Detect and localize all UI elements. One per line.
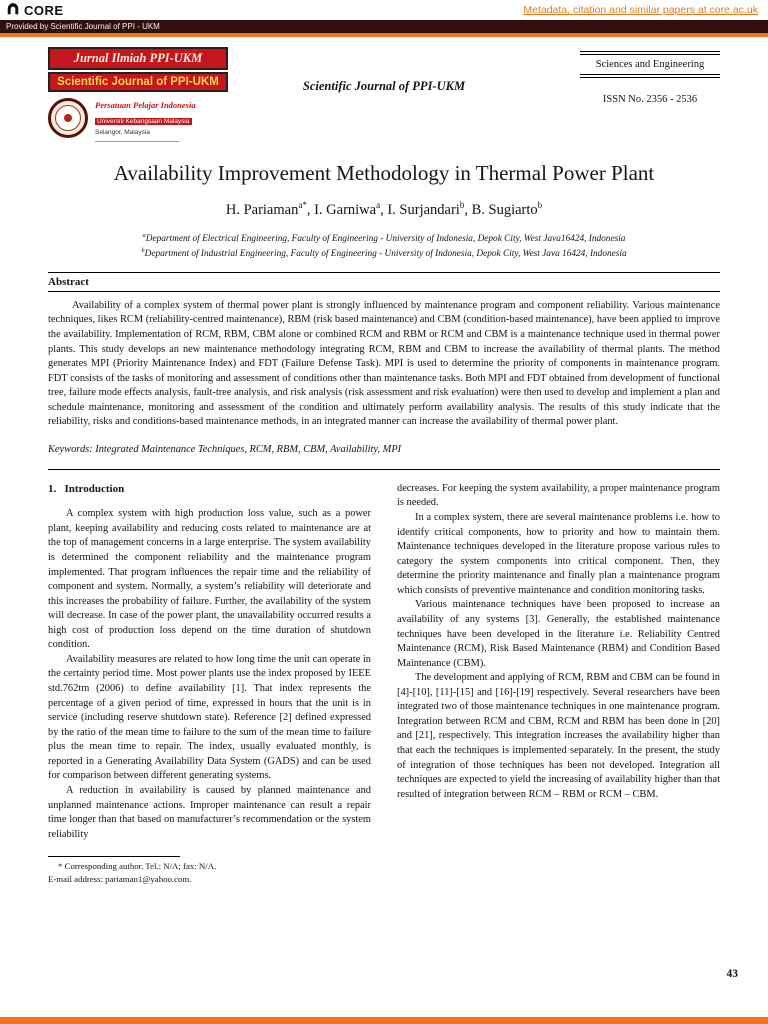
core-header (0, 0, 768, 20)
authors-line (48, 200, 720, 219)
keywords-bottom-rule (48, 469, 720, 470)
right-column (397, 482, 720, 842)
article-title: Availability Improvement Methodology in Thermal Power Plant (113, 161, 655, 185)
corresponding-author-footnote (48, 856, 388, 886)
core-brand-text: CORE (24, 2, 64, 18)
organization-block (48, 98, 228, 142)
journal-category: Sciences and Engineering (595, 59, 705, 70)
org-location: Selangor, Malaysia (95, 129, 150, 136)
provided-by-bar (0, 20, 768, 33)
body-paragraph: Availability measures are related to how long time the unit can operate in the certainty period time. Most power plants use the index proposed by IEEE std.762tm (2006) to define availability [1]. That index represents the percentage of a given period of time, expressed in hours that the unit is in service (including reserve shutdown state). Reference [2] defined expressed by the ratio of the mean time to failure to the sum of the mean time to failure plus the mean time to repair. The index, usually evaluated monthly, is reported in a Generating Availability Data System (GADS) and can be used for comparison between different generating systems. (48, 653, 371, 782)
journal-banner-indonesian: Jurnal Ilmiah PPI-UKM (48, 47, 228, 70)
abstract-heading: Abstract (48, 275, 89, 288)
footer-orange-bar (0, 1017, 768, 1024)
core-logo-icon (6, 2, 20, 19)
two-column-body (48, 482, 720, 842)
journal-category-box (580, 51, 720, 105)
issn-number: ISSN No. 2356 - 2536 (602, 94, 698, 105)
left-column (48, 482, 371, 842)
author: H. Pariaman$^{a*}$ (225, 200, 307, 218)
author: , I. Garniwa$^a$ (306, 200, 381, 218)
body-paragraph: Various maintenance techniques have been proposed to increase an availability of any systems [3]. Generally, the established maintenance techniques have been developed in the literature i.e. Reliability Centred Maintenance (RCM), Risk Based Maintenance (RBM) and Condition Based Maintenance (CBM). (397, 599, 720, 669)
body-paragraph: A complex system with high production loss value, such as a power plant, keeping availability and reducing costs related to maintenance are at the top of management concerns in a large enterprise. The system availability is determined the component reliability and the maintenance program implemented. That program influences the repair time and the reliability of component and system. Normally, a system’s reliability will deteriorate and this increases the probability of failure. Further, the availability of the system will decrease. In case of the power plant, the unavailability occurred results a high cost of production loss depend on the time duration of shutdown condition. (48, 508, 371, 651)
journal-center-title: Scientific Journal of PPI-UKM (302, 79, 466, 93)
paper-body (0, 37, 768, 887)
org-link-rule (95, 141, 179, 142)
journal-banner-english: Scientific Journal of PPI-UKM (48, 72, 228, 92)
org-name: Persatuan Pelajar Indonesia (95, 100, 196, 110)
page-number: 43 (726, 968, 738, 980)
journal-header (48, 45, 720, 149)
keywords-line: Keywords: Integrated Maintenance Techniques, RCM, RBM, CBM, Availability, MPI (48, 443, 402, 455)
org-university: Universiti Kebangsaan Malaysia (97, 118, 190, 125)
footnote-line-1: * Corresponding author. Tel.: N/A; fax: N/A. (58, 861, 217, 872)
organization-text (95, 98, 196, 142)
abstract-heading-rule (48, 291, 720, 292)
footnote-line-2: E-mail address: pariaman1@yahoo.com. (48, 874, 192, 885)
author: , I. Surjandari$^b$ (380, 200, 465, 218)
ppi-ukm-emblem-logo (48, 98, 88, 138)
body-paragraph: The development and applying of RCM, RBM and CBM can be found in [4]-[10], [11]-[15] and [16]-[19] respectively. Several researchers have been integrated two of those maintenance techniques in one maintenance program. Integration between RCM and CBM, RCM and RBM has been done in [20] and [21], respectively. This integration increases the availability higher than that each the techniques is implemented separately. In the present, the study of integration of those techniques has been not developed. Integration all techniques are expected to yield the increasing of availability higher than that resulted of integration between RCM – RBM or RCM – CBM. (397, 672, 720, 800)
body-paragraph: decreases. For keeping the system availability, a proper maintenance program is needed. (397, 482, 720, 509)
core-metadata-link[interactable]: Metadata, citation and similar papers at core.ac.uk (523, 4, 758, 16)
section-1-heading: 1. Introduction (48, 482, 125, 495)
double-line-bottom (580, 74, 720, 78)
abstract-text: Availability of a complex system of thermal power plant is strongly influenced by maintenance program and component reliability. Various maintenance techniques, likes RCM (reliability-centred maintenance), RBM (risk based maintenance) and CBM (condition-based maintenance), have been applied to improve the availability. Implementation of RCM, RBM, CBM alone or combined RCM and RBM or RCM and CBM is a maintenance technique used in thermal power plants. This study develops an new maintenance methodology integrating RCM, RBM and CBM to increase the availability of thermal plants. The method generates MPI (Priority Maintenance Index) and FDT (Failure Defense Task). MPI is used to determine the priority of components in maintenance program. FDT consists of the tasks of monitoring and assessment of conditions other than maintenance tasks. Both MPI and FDT obtained from development of functional tree, failure mode effects analysis, fault-tree analysis, and risk analysis (risk assessment and risk evaluation) were then used to develop and implement a plan and schedule maintenance, monitoring and assessment of the condition and ultimately perform availability analysis. The results of this study indicate that the reliability, risks and conditions-based maintenance methods, in an integrated manner can increase the availability of thermal power plant. (48, 299, 720, 428)
core-logo[interactable] (6, 2, 64, 19)
emblem-center-mark (64, 114, 72, 122)
journal-banner-stack (48, 47, 228, 142)
affiliation-a: $^a$Department of Electrical Engineering, Faculty of Engineering - University of Indonesia, Depok City, West Java16424, Indonesia (142, 231, 626, 244)
author: , B. Sugiarto$^b$ (464, 200, 543, 218)
provided-by-text: Provided by Scientific Journal of PPI - UKM (6, 22, 160, 31)
affiliations (48, 231, 720, 262)
footnote-rule (48, 856, 180, 857)
body-paragraph: In a complex system, there are several maintenance problems i.e. how to identify critical components, how to priority and how to maintain them. Maintenance techniques developed in the literature propose various rules to category the system components into critical component. Then, they determine the priority maintenance and finally plan a maintenance program which consists of preventive maintenance and condition monitoring tasks. (397, 512, 720, 596)
body-paragraph: A reduction in availability is caused by planned maintenance and unplanned maintenance actions. Improper maintenance can result a repair time longer than that based on manufacturer’s recommendation or the system reliability (48, 784, 371, 840)
affiliation-b: $^b$Department of Industrial Engineering, Faculty of Engineering - University of Indonesia, Depok City, West Java 16424, Indonesia (141, 247, 627, 260)
